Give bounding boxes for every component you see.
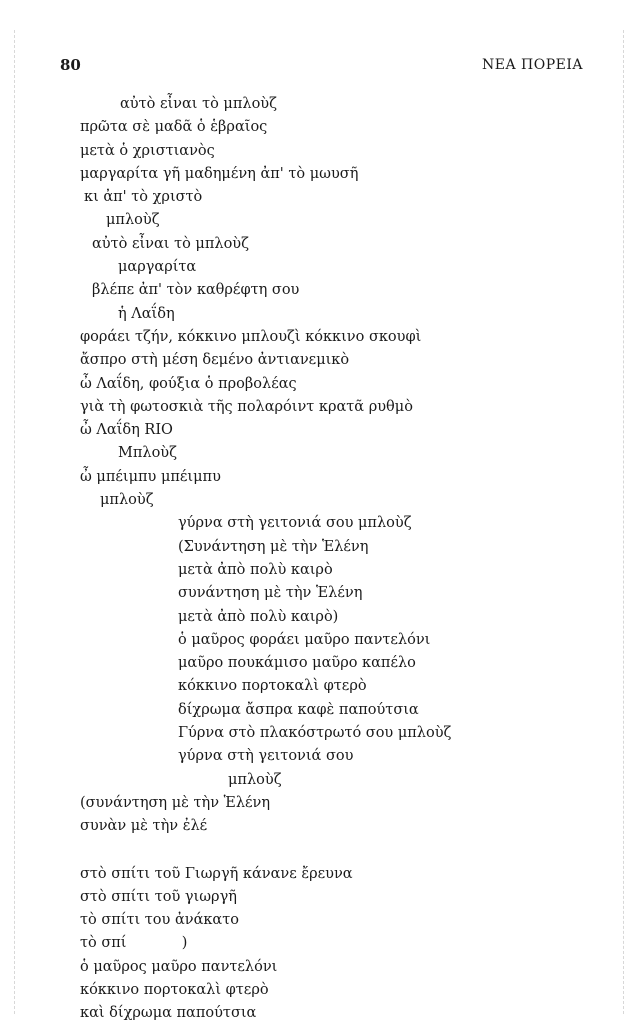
poem-line: μαργαρίτα bbox=[118, 259, 197, 276]
running-title: ΝΕΑ ΠΟΡΕΙΑ bbox=[482, 57, 583, 73]
poem-line: καὶ δίχρωμα παπούτσια bbox=[80, 1005, 257, 1022]
poem-line: ὦ Λαΐδη, φούξια ὁ προβολέας bbox=[80, 375, 297, 392]
poem-line: μετὰ ὁ χριστιανὸς bbox=[80, 142, 215, 159]
poem-line: μπλοὺζ bbox=[228, 771, 282, 788]
poem-line: τὸ σπί ) bbox=[80, 935, 188, 952]
poem-line: στὸ σπίτι τοῦ γιωργῆ bbox=[80, 888, 237, 905]
poem-line: ὁ μαῦρος φοράει μαῦρο παντελόνι bbox=[178, 631, 431, 648]
poem-line: μπλοὺζ bbox=[106, 212, 160, 229]
poem-line: δίχρωμα ἄσπρα καφὲ παπούτσια bbox=[178, 701, 419, 718]
poem-line: μετὰ ἀπὸ πολὺ καιρὸ bbox=[178, 561, 333, 578]
poem-line: στὸ σπίτι τοῦ Γιωργῆ κάνανε ἔρευνα bbox=[80, 865, 353, 882]
poem-line: ὁ μαῦρος μαῦρο παντελόνι bbox=[80, 958, 278, 975]
poem-line: Μπλοὺζ bbox=[118, 445, 177, 462]
poem-line: μαργαρίτα γῆ μαδημένη ἀπ' τὸ μωυσῆ bbox=[80, 165, 359, 182]
poem-line: μαῦρο πουκάμισο μαῦρο καπέλο bbox=[178, 655, 416, 672]
poem-line: κι ἀπ' τὸ χριστὸ bbox=[84, 189, 203, 206]
poem-line: αὐτὸ εἶναι τὸ μπλοὺζ bbox=[120, 96, 277, 112]
poem-line: τὸ σπίτι του ἀνάκατο bbox=[80, 912, 239, 929]
poem-line: μπλοὺζ bbox=[100, 492, 154, 509]
poem-line: αὐτὸ εἶναι τὸ μπλοὺζ bbox=[92, 235, 249, 252]
stanza-break bbox=[0, 839, 638, 863]
page-number: 80 bbox=[60, 56, 81, 74]
poem-line: κόκκινο πορτοκαλὶ φτερὸ bbox=[80, 981, 269, 998]
poem-line: συνὰν μὲ τὴν ἐλέ bbox=[80, 818, 208, 835]
poem-line: γιὰ τὴ φωτοσκιὰ τῆς πολαρόιντ κρατᾶ ρυθμὸ bbox=[80, 398, 413, 415]
poem-line: γύρνα στὴ γειτονιά σου bbox=[178, 748, 354, 765]
poem-line: (Συνάντηση μὲ τὴν Ἑλένη bbox=[178, 538, 369, 555]
poem-line: (συνάντηση μὲ τὴν Ἑλένη bbox=[80, 794, 271, 811]
poem-line: φοράει τζήν, κόκκινο μπλουζὶ κόκκινο σκουφὶ bbox=[80, 328, 422, 345]
poem-line: ὦ μπέιμπυ μπέιμπυ bbox=[80, 468, 221, 485]
poem-text bbox=[0, 93, 638, 1026]
poem-line: ἡ Λαΐδη bbox=[118, 305, 175, 322]
poem-line: ὦ Λαΐδη RIO bbox=[80, 422, 173, 439]
poem-line: μετὰ ἀπὸ πολὺ καιρὸ) bbox=[178, 608, 339, 625]
poem-line: κόκκινο πορτοκαλὶ φτερὸ bbox=[178, 678, 367, 695]
poem-line: συνάντηση μὲ τὴν Ἑλένη bbox=[178, 585, 363, 602]
poem-line: πρῶτα σὲ μαδᾶ ὁ ἑβραῖος bbox=[80, 119, 268, 136]
poem-line: ἄσπρο στὴ μέση δεμένο ἀντιανεμικὸ bbox=[80, 352, 350, 369]
poem-line: γύρνα στὴ γειτονιά σου μπλοὺζ bbox=[178, 515, 412, 532]
poem-line: βλέπε ἀπ' τὸν καθρέφτη σου bbox=[92, 282, 300, 299]
poem-line: Γύρνα στὸ πλακόστρωτό σου μπλοὺζ bbox=[178, 725, 452, 742]
